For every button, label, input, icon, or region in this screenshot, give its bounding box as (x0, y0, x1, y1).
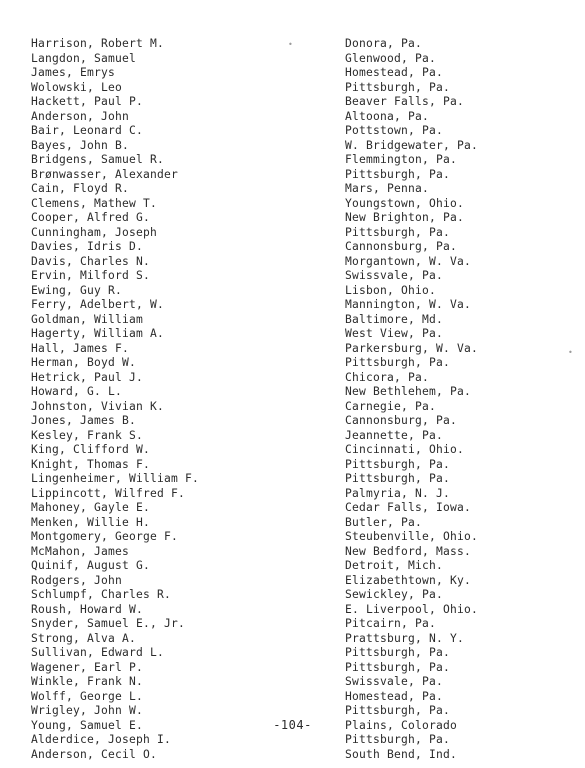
entry-place: Pittsburgh, Pa. (345, 80, 451, 94)
entry-place: Pittsburgh, Pa. (345, 733, 451, 746)
entry-name: Lippincott, Wilfred F. (31, 486, 186, 500)
entry-place: New Brighton, Pa. (345, 211, 465, 224)
entry-place: Cincinnati, Ohio. (345, 443, 465, 456)
entry-place: Steubenville, Ohio. (345, 530, 479, 543)
entry-name: Wagener, Earl P. (31, 660, 144, 674)
entry-name: Alderdice, Joseph I. (31, 733, 172, 746)
entry-place: Flemmington, Pa. (345, 153, 458, 166)
entry-place: Pittsburgh, Pa. (345, 704, 451, 717)
entry-name: Cunningham, Joseph (31, 225, 158, 239)
entry-place: Glenwood, Pa. (345, 51, 437, 65)
entry-place: Pittsburgh, Pa. (345, 356, 451, 369)
entry-name: Bridgens, Samuel R. (31, 153, 165, 166)
entry-name: Strong, Alva A. (31, 631, 137, 645)
entry-name: Wrigley, John W. (31, 704, 144, 717)
entry-place: Parkersburg, W. Va. (345, 341, 479, 355)
entry-name: Snyder, Samuel E., Jr. (31, 617, 186, 630)
entry-name: Hetrick, Paul J. (31, 370, 144, 384)
entry-name: Mahoney, Gayle E. (31, 501, 151, 514)
entry-place: Homestead, Pa. (345, 689, 444, 703)
entry-place: Carnegie, Pa. (345, 399, 437, 413)
entry-place: Cannonsburg, Pa. (345, 414, 458, 427)
entry-place: New Bedford, Mass. (345, 544, 472, 558)
entry-place: Lisbon, Ohio. (345, 283, 437, 297)
scan-speck: • (568, 348, 573, 357)
entry-place: Palmyria, N. J. (345, 486, 451, 500)
entry-place: W. Bridgewater, Pa. (345, 138, 479, 152)
entry-name: Davies, Idris D. (31, 240, 144, 253)
entry-name: Wolowski, Leo (31, 80, 123, 94)
entry-name: Knight, Thomas F. (31, 457, 151, 471)
entry-name: Cooper, Alfred G. (31, 211, 151, 224)
entry-place: Prattsburg, N. Y. (345, 631, 465, 645)
entry-name: Johnston, Vivian K. (31, 399, 165, 413)
entry-name: Cain, Floyd R. (31, 182, 130, 195)
page-number: -104- (273, 718, 312, 732)
entry-name: Ervin, Milford S. (31, 269, 151, 282)
entry-place: Detroit, Mich. (345, 559, 444, 572)
places-column (345, 37, 575, 762)
entry-name: Menken, Willie H. (31, 515, 151, 529)
entry-place: Swissvale, Pa. (345, 269, 444, 282)
entry-place: Pittsburgh, Pa. (345, 167, 451, 181)
entry-place: Morgantown, W. Va. (345, 254, 472, 268)
entry-place: Pittsburgh, Pa. (345, 472, 451, 485)
entry-place: Pottstown, Pa. (345, 124, 444, 137)
entry-name: Roush, Howard W. (31, 602, 144, 616)
entry-place: Pitcairn, Pa. (345, 617, 437, 630)
entry-name: Sullivan, Edward L. (31, 646, 165, 659)
entry-name: Howard, G. L. (31, 385, 123, 398)
entry-name: Goldman, William (31, 312, 144, 326)
entry-name: Rodgers, John (31, 573, 123, 587)
scan-speck: • (288, 40, 293, 49)
entry-place: Pittsburgh, Pa. (345, 225, 451, 239)
entry-name: Lingenheimer, William F. (31, 472, 200, 485)
entry-place: Cannonsburg, Pa. (345, 240, 458, 253)
entry-name: McMahon, James (31, 544, 130, 558)
entry-place: Sewickley, Pa. (345, 588, 444, 601)
entry-name: Ferry, Adelbert, W. (31, 298, 165, 311)
entry-place: Pittsburgh, Pa. (345, 646, 451, 659)
entry-name: James, Emrys (31, 66, 116, 79)
entry-place: Mannington, W. Va. (345, 298, 472, 311)
names-column (31, 37, 321, 762)
entry-name: King, Clifford W. (31, 443, 151, 456)
entry-place: Chicora, Pa. (345, 370, 430, 384)
entry-place: Elizabethtown, Ky. (345, 573, 472, 587)
entry-name: Bayes, John B. (31, 138, 130, 152)
entry-name: Kesley, Frank S. (31, 428, 144, 442)
entry-place: Pittsburgh, Pa. (345, 660, 451, 674)
entry-place: Youngstown, Ohio. (345, 196, 465, 210)
entry-name: Winkle, Frank N. (31, 675, 144, 688)
entry-place: Plains, Colorado (345, 718, 458, 732)
entry-place: Pittsburgh, Pa. (345, 457, 451, 471)
entry-name: Hall, James F. (31, 341, 130, 355)
entry-place: Beaver Falls, Pa. (345, 95, 465, 108)
entry-name: Anderson, Cecil O. (31, 747, 158, 761)
entry-place: Altoona, Pa. (345, 109, 430, 123)
entry-place: South Bend, Ind. (345, 747, 458, 761)
entry-name: Hackett, Paul P. (31, 95, 144, 108)
entry-name: Young, Samuel E. (31, 718, 144, 732)
entry-name: Ewing, Guy R. (31, 283, 123, 297)
entry-place: Cedar Falls, Iowa. (345, 501, 472, 514)
entry-place: West View, Pa. (345, 327, 444, 340)
entry-name: Herman, Boyd W. (31, 356, 137, 369)
entry-name: Bair, Leonard C. (31, 124, 144, 137)
entry-place: New Bethlehem, Pa. (345, 385, 472, 398)
entry-name: Brønwasser, Alexander (31, 167, 179, 181)
entry-place: Butler, Pa. (345, 515, 423, 529)
entry-place: Swissvale, Pa. (345, 675, 444, 688)
entry-place: E. Liverpool, Ohio. (345, 602, 479, 616)
entry-name: Quinif, August G. (31, 559, 151, 572)
entry-place: Jeannette, Pa. (345, 428, 444, 442)
entry-place: Baltimore, Md. (345, 312, 444, 326)
entry-place: Mars, Penna. (345, 182, 430, 195)
entry-name: Harrison, Robert M. (31, 37, 165, 50)
entry-name: Schlumpf, Charles R. (31, 588, 172, 601)
entry-name: Clemens, Mathew T. (31, 196, 158, 210)
entry-place: Homestead, Pa. (345, 66, 444, 79)
entry-name: Jones, James B. (31, 414, 137, 427)
entry-name: Davis, Charles N. (31, 254, 151, 268)
entry-place: Donora, Pa. (345, 37, 423, 50)
entry-name: Langdon, Samuel (31, 51, 137, 65)
entry-name: Montgomery, George F. (31, 530, 179, 543)
entry-name: Wolff, George L. (31, 689, 144, 703)
entry-name: Hagerty, William A. (31, 327, 165, 340)
entry-name: Anderson, John (31, 109, 130, 123)
